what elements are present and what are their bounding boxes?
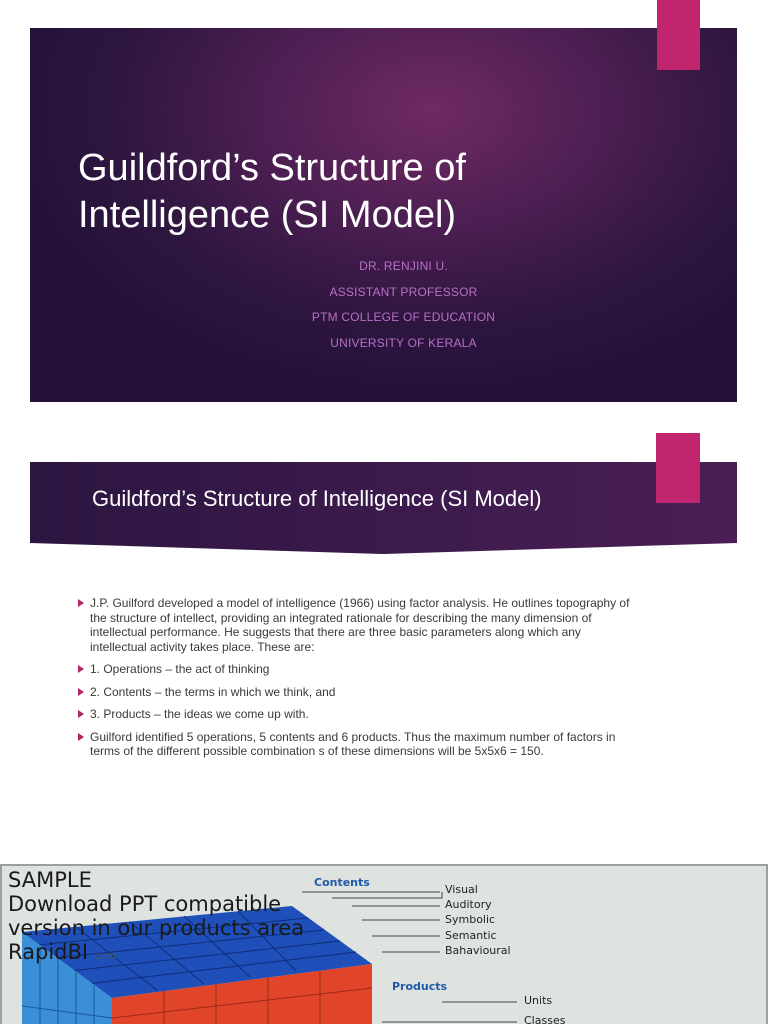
triangle-bullet-icon	[78, 665, 84, 673]
title-slide	[30, 28, 737, 402]
triangle-bullet-icon	[78, 599, 84, 607]
list-item	[78, 596, 638, 654]
contents-item: Auditory	[445, 898, 492, 911]
watermark-line: Download PPT compatible	[8, 892, 282, 916]
triangle-bullet-icon	[78, 733, 84, 741]
products-header: Products	[392, 980, 448, 993]
title-line-2: Intelligence (SI Model)	[78, 194, 457, 236]
contents-item: Visual	[445, 883, 478, 896]
accent-tab	[656, 433, 700, 503]
contents-item: Semantic	[445, 929, 497, 942]
bullet-list	[78, 596, 638, 767]
bullet-text: 3. Products – the ideas we come up with.	[90, 707, 309, 721]
contents-item: Symbolic	[445, 913, 496, 926]
watermark-small: com	[94, 951, 117, 962]
slide-subtitle	[30, 254, 737, 356]
si-model-diagram-image	[0, 864, 768, 1024]
list-item	[78, 707, 638, 722]
list-item	[78, 662, 638, 677]
bullet-text: 1. Operations – the act of thinking	[90, 662, 270, 676]
bullet-text: Guilford identified 5 operations, 5 contents and 6 products. Thus the maximum number of factors in terms of the different possible combination s of these dimensions will be 5x5x6 = 150.	[90, 729, 616, 758]
bullet-text: J.P. Guilford developed a model of intelligence (1966) using factor analysis. He outlines topography of the structure of intellect, providing an integrated rationale for describing the many dimension of intellectual performance. He suggests that there are three basic parameters along which any intellectual activity takes place. These are:	[90, 596, 630, 654]
watermark-line: RapidBI	[8, 940, 89, 964]
title-line-1: Guildford’s Structure of	[78, 147, 466, 189]
slide2-title: Guildford’s Structure of Intelligence (SI Model)	[92, 486, 542, 511]
accent-tab	[657, 0, 700, 70]
watermark-line: version in our products area	[8, 916, 305, 940]
college-name: PTM COLLEGE OF EDUCATION	[311, 310, 496, 324]
products-item: Units	[524, 994, 553, 1007]
watermark-text	[8, 868, 304, 969]
author-name: DR. RENJINI U.	[359, 259, 448, 273]
bullet-text: 2. Contents – the terms in which we think, and	[90, 684, 336, 699]
products-item: Classes	[524, 1014, 566, 1024]
contents-header: Contents	[314, 876, 370, 889]
triangle-bullet-icon	[78, 710, 84, 718]
list-item	[78, 730, 638, 759]
university-name: UNIVERSITY OF KERALA	[330, 335, 477, 350]
author-position: ASSISTANT PROFESSOR	[329, 284, 478, 299]
triangle-bullet-icon	[78, 688, 84, 696]
contents-item: Bahavioural	[445, 944, 511, 957]
slide-title	[78, 145, 698, 239]
list-item	[78, 685, 638, 700]
watermark-line: SAMPLE	[8, 868, 92, 892]
